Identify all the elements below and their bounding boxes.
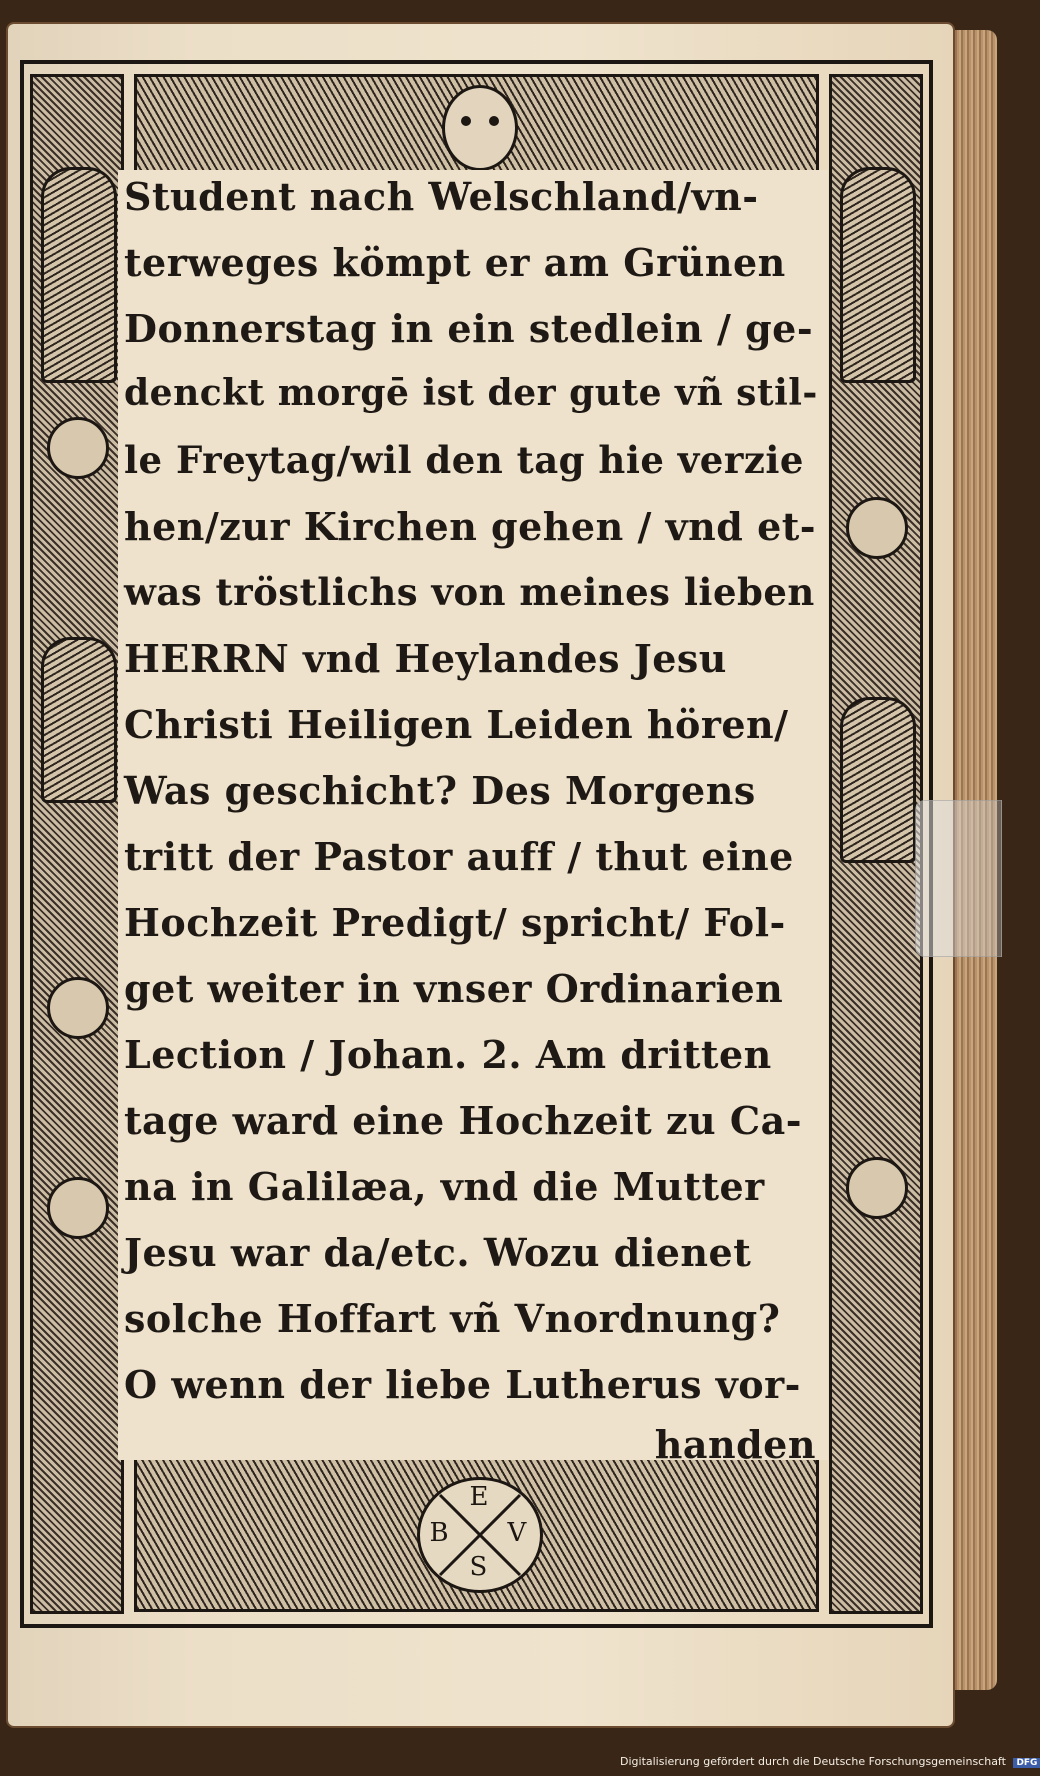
- left-ornament-column: [30, 74, 124, 1614]
- text-line: Student nach Welschland/vn-: [124, 174, 759, 219]
- top-ornament-band: [134, 74, 819, 180]
- credit-text: Digitalisierung gefördert durch die Deutsche Forschungsgemeinschaft: [620, 1755, 1006, 1768]
- digitization-credit: [620, 1755, 1040, 1768]
- text-line: terweges kömpt er am Grünen: [124, 240, 786, 285]
- dfg-logo-icon: DFG: [1013, 1758, 1040, 1768]
- rosette-icon: [47, 1177, 109, 1239]
- text-line: O wenn der liebe Lutherus vor-: [124, 1362, 801, 1407]
- right-ornament-column: [829, 74, 923, 1614]
- text-line: Lection / Johan. 2. Am dritten: [124, 1032, 772, 1077]
- monogram-letter: S: [469, 1552, 488, 1582]
- saint-figure-icon: [41, 167, 117, 383]
- vase-ornament-icon: [41, 637, 117, 803]
- text-line: Was geschicht? Des Morgens: [124, 768, 756, 813]
- catchword: handen: [654, 1422, 816, 1467]
- text-line: was tröstlichs von meines lieben: [124, 570, 815, 614]
- text-line: hen/zur Kirchen gehen / vnd et-: [124, 504, 817, 549]
- text-line: Donnerstag in ein stedlein / ge-: [124, 306, 814, 351]
- cherub-head-icon: [442, 85, 518, 171]
- page-clip: [915, 800, 1002, 957]
- bottom-ornament-band: [134, 1456, 819, 1612]
- rosette-icon: [47, 977, 109, 1039]
- monogram-letter: B: [429, 1518, 449, 1548]
- text-line: na in Galilæa, vnd die Mutter: [124, 1164, 765, 1209]
- monogram-shield: [417, 1477, 543, 1593]
- text-line: HERRN vnd Heylandes Jesu: [124, 636, 727, 681]
- saint-figure-icon: [840, 167, 916, 383]
- text-line: le Freytag/wil den tag hie verzie: [124, 438, 804, 482]
- angel-medallion-icon: [47, 417, 109, 479]
- text-line: get weiter in vnser Ordinarien: [124, 966, 784, 1011]
- monogram-letter: V: [507, 1518, 527, 1548]
- lion-medallion-icon: [846, 497, 908, 559]
- monogram-letter: E: [469, 1482, 489, 1512]
- text-line: Jesu war da/etc. Wozu dienet: [124, 1230, 752, 1275]
- rosette-icon: [846, 1157, 908, 1219]
- text-line: tritt der Pastor auff / thut eine: [124, 834, 794, 879]
- text-line: tage ward eine Hochzeit zu Ca-: [124, 1098, 803, 1143]
- text-line: Hochzeit Predigt/ spricht/ Fol-: [124, 900, 786, 945]
- vase-ornament-icon: [840, 697, 916, 863]
- text-line: solche Hoffart vñ Vnordnung?: [124, 1296, 781, 1341]
- text-line: denckt morgē ist der gute vñ stil-: [124, 372, 818, 414]
- text-panel: [118, 170, 828, 1467]
- text-line: Christi Heiligen Leiden hören/: [124, 702, 789, 747]
